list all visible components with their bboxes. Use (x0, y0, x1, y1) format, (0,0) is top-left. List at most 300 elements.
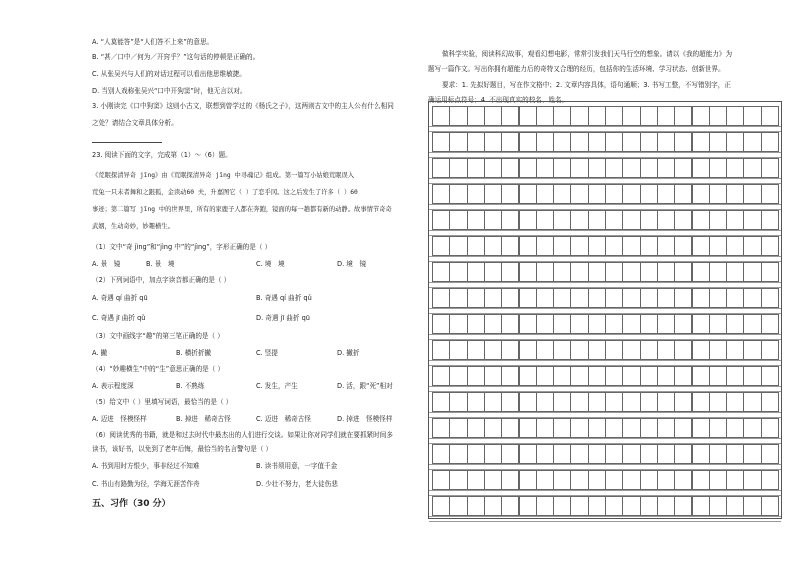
grid-cell[interactable] (726, 158, 744, 178)
grid-cell[interactable] (622, 418, 640, 438)
grid-cell[interactable] (726, 496, 744, 516)
grid-cell[interactable] (484, 444, 502, 464)
grid-cell[interactable] (692, 366, 710, 386)
grid-cell[interactable] (761, 444, 779, 464)
grid-cell[interactable] (657, 132, 675, 152)
grid-cell[interactable] (553, 496, 571, 516)
grid-cell[interactable] (484, 132, 502, 152)
grid-cell[interactable] (449, 106, 467, 126)
grid-cell[interactable] (743, 392, 761, 412)
grid-cell[interactable] (536, 444, 554, 464)
grid-cell[interactable] (743, 444, 761, 464)
grid-cell[interactable] (519, 340, 537, 360)
grid-cell[interactable] (588, 418, 606, 438)
grid-cell[interactable] (501, 418, 519, 438)
grid-cell[interactable] (553, 314, 571, 334)
grid-cell[interactable] (622, 366, 640, 386)
grid-cell[interactable] (692, 184, 710, 204)
grid-cell[interactable] (588, 314, 606, 334)
grid-cell[interactable] (536, 496, 554, 516)
grid-cell[interactable] (709, 184, 727, 204)
grid-cell[interactable] (761, 106, 779, 126)
grid-cell[interactable] (449, 340, 467, 360)
grid-cell[interactable] (432, 132, 450, 152)
grid-cell[interactable] (709, 392, 727, 412)
grid-cell[interactable] (519, 366, 537, 386)
grid-cell[interactable] (432, 392, 450, 412)
grid-cell[interactable] (743, 418, 761, 438)
grid-cell[interactable] (519, 262, 537, 282)
grid-cell[interactable] (674, 184, 692, 204)
grid-cell[interactable] (432, 444, 450, 464)
grid-cell[interactable] (692, 262, 710, 282)
grid-cell[interactable] (570, 210, 588, 230)
grid-cell[interactable] (726, 418, 744, 438)
grid-cell[interactable] (501, 314, 519, 334)
grid-cell[interactable] (588, 288, 606, 308)
grid-cell[interactable] (674, 106, 692, 126)
grid-cell[interactable] (692, 470, 710, 490)
grid-cell[interactable] (657, 392, 675, 412)
grid-cell[interactable] (640, 340, 658, 360)
grid-cell[interactable] (432, 210, 450, 230)
grid-cell[interactable] (553, 340, 571, 360)
grid-cell[interactable] (743, 470, 761, 490)
grid-cell[interactable] (743, 132, 761, 152)
grid-cell[interactable] (432, 470, 450, 490)
grid-cell[interactable] (605, 366, 623, 386)
grid-cell[interactable] (484, 366, 502, 386)
grid-cell[interactable] (657, 470, 675, 490)
grid-cell[interactable] (657, 262, 675, 282)
grid-cell[interactable] (553, 132, 571, 152)
grid-cell[interactable] (657, 314, 675, 334)
grid-cell[interactable] (570, 184, 588, 204)
grid-cell[interactable] (467, 418, 485, 438)
grid-cell[interactable] (692, 418, 710, 438)
grid-cell[interactable] (570, 366, 588, 386)
grid-cell[interactable] (692, 392, 710, 412)
grid-cell[interactable] (709, 262, 727, 282)
grid-cell[interactable] (657, 158, 675, 178)
grid-cell[interactable] (605, 106, 623, 126)
grid-cell[interactable] (605, 470, 623, 490)
grid-cell[interactable] (674, 262, 692, 282)
grid-cell[interactable] (709, 158, 727, 178)
grid-cell[interactable] (449, 470, 467, 490)
grid-cell[interactable] (467, 470, 485, 490)
grid-cell[interactable] (657, 106, 675, 126)
grid-cell[interactable] (570, 132, 588, 152)
grid-cell[interactable] (553, 392, 571, 412)
grid-cell[interactable] (674, 366, 692, 386)
grid-cell[interactable] (467, 392, 485, 412)
grid-cell[interactable] (536, 418, 554, 438)
grid-cell[interactable] (640, 444, 658, 464)
grid-cell[interactable] (449, 132, 467, 152)
grid-cell[interactable] (570, 158, 588, 178)
grid-cell[interactable] (553, 262, 571, 282)
grid-cell[interactable] (761, 288, 779, 308)
grid-cell[interactable] (536, 470, 554, 490)
grid-cell[interactable] (570, 314, 588, 334)
grid-cell[interactable] (640, 132, 658, 152)
grid-cell[interactable] (588, 210, 606, 230)
grid-cell[interactable] (657, 340, 675, 360)
grid-cell[interactable] (640, 470, 658, 490)
grid-cell[interactable] (605, 132, 623, 152)
grid-cell[interactable] (519, 288, 537, 308)
grid-cell[interactable] (449, 418, 467, 438)
grid-cell[interactable] (743, 366, 761, 386)
grid-cell[interactable] (519, 106, 537, 126)
grid-cell[interactable] (674, 340, 692, 360)
grid-cell[interactable] (484, 340, 502, 360)
grid-cell[interactable] (622, 236, 640, 256)
grid-cell[interactable] (709, 210, 727, 230)
grid-cell[interactable] (484, 418, 502, 438)
grid-cell[interactable] (570, 418, 588, 438)
grid-cell[interactable] (709, 106, 727, 126)
grid-cell[interactable] (692, 236, 710, 256)
grid-cell[interactable] (570, 236, 588, 256)
grid-cell[interactable] (640, 314, 658, 334)
grid-cell[interactable] (657, 184, 675, 204)
grid-cell[interactable] (588, 444, 606, 464)
grid-cell[interactable] (726, 288, 744, 308)
grid-cell[interactable] (570, 288, 588, 308)
grid-cell[interactable] (536, 366, 554, 386)
grid-cell[interactable] (501, 158, 519, 178)
grid-cell[interactable] (536, 210, 554, 230)
grid-cell[interactable] (484, 106, 502, 126)
grid-cell[interactable] (674, 236, 692, 256)
grid-cell[interactable] (726, 132, 744, 152)
grid-cell[interactable] (588, 158, 606, 178)
grid-cell[interactable] (726, 392, 744, 412)
grid-cell[interactable] (467, 262, 485, 282)
grid-cell[interactable] (657, 366, 675, 386)
grid-cell[interactable] (553, 210, 571, 230)
grid-cell[interactable] (674, 132, 692, 152)
grid-cell[interactable] (484, 288, 502, 308)
grid-cell[interactable] (674, 210, 692, 230)
grid-cell[interactable] (449, 236, 467, 256)
grid-cell[interactable] (536, 106, 554, 126)
grid-cell[interactable] (484, 210, 502, 230)
grid-cell[interactable] (726, 444, 744, 464)
grid-cell[interactable] (674, 418, 692, 438)
grid-cell[interactable] (605, 496, 623, 516)
grid-cell[interactable] (622, 262, 640, 282)
grid-cell[interactable] (467, 132, 485, 152)
grid-cell[interactable] (761, 262, 779, 282)
grid-cell[interactable] (674, 444, 692, 464)
grid-cell[interactable] (536, 340, 554, 360)
grid-cell[interactable] (449, 314, 467, 334)
grid-cell[interactable] (501, 366, 519, 386)
grid-cell[interactable] (674, 392, 692, 412)
grid-cell[interactable] (570, 340, 588, 360)
grid-cell[interactable] (588, 262, 606, 282)
grid-cell[interactable] (588, 392, 606, 412)
grid-cell[interactable] (640, 184, 658, 204)
grid-cell[interactable] (692, 210, 710, 230)
grid-cell[interactable] (622, 444, 640, 464)
grid-cell[interactable] (761, 392, 779, 412)
grid-cell[interactable] (761, 184, 779, 204)
grid-cell[interactable] (467, 184, 485, 204)
grid-cell[interactable] (501, 184, 519, 204)
grid-cell[interactable] (588, 132, 606, 152)
grid-cell[interactable] (692, 340, 710, 360)
composition-grid[interactable] (428, 101, 782, 519)
grid-cell[interactable] (605, 340, 623, 360)
grid-cell[interactable] (519, 470, 537, 490)
grid-cell[interactable] (553, 444, 571, 464)
grid-cell[interactable] (519, 444, 537, 464)
grid-cell[interactable] (709, 132, 727, 152)
grid-cell[interactable] (519, 132, 537, 152)
grid-cell[interactable] (467, 444, 485, 464)
grid-cell[interactable] (553, 288, 571, 308)
grid-cell[interactable] (519, 236, 537, 256)
grid-cell[interactable] (449, 288, 467, 308)
grid-cell[interactable] (743, 184, 761, 204)
grid-cell[interactable] (588, 340, 606, 360)
grid-cell[interactable] (432, 314, 450, 334)
grid-cell[interactable] (692, 132, 710, 152)
grid-cell[interactable] (743, 314, 761, 334)
grid-cell[interactable] (432, 236, 450, 256)
grid-cell[interactable] (605, 314, 623, 334)
grid-cell[interactable] (709, 444, 727, 464)
grid-cell[interactable] (743, 236, 761, 256)
grid-cell[interactable] (605, 236, 623, 256)
grid-cell[interactable] (484, 184, 502, 204)
grid-cell[interactable] (432, 340, 450, 360)
grid-cell[interactable] (605, 262, 623, 282)
grid-cell[interactable] (536, 132, 554, 152)
grid-cell[interactable] (657, 288, 675, 308)
grid-cell[interactable] (484, 158, 502, 178)
grid-cell[interactable] (640, 106, 658, 126)
grid-cell[interactable] (570, 444, 588, 464)
grid-cell[interactable] (588, 496, 606, 516)
grid-cell[interactable] (743, 496, 761, 516)
grid-cell[interactable] (709, 496, 727, 516)
grid-cell[interactable] (726, 236, 744, 256)
grid-cell[interactable] (761, 132, 779, 152)
grid-cell[interactable] (588, 106, 606, 126)
grid-cell[interactable] (640, 288, 658, 308)
grid-cell[interactable] (622, 210, 640, 230)
grid-cell[interactable] (605, 444, 623, 464)
grid-cell[interactable] (432, 106, 450, 126)
grid-cell[interactable] (553, 366, 571, 386)
grid-cell[interactable] (692, 288, 710, 308)
grid-cell[interactable] (709, 418, 727, 438)
grid-cell[interactable] (432, 288, 450, 308)
grid-cell[interactable] (622, 340, 640, 360)
grid-cell[interactable] (467, 314, 485, 334)
grid-cell[interactable] (692, 106, 710, 126)
grid-cell[interactable] (674, 158, 692, 178)
grid-cell[interactable] (432, 184, 450, 204)
grid-cell[interactable] (501, 210, 519, 230)
grid-cell[interactable] (709, 236, 727, 256)
grid-cell[interactable] (761, 314, 779, 334)
grid-cell[interactable] (761, 236, 779, 256)
grid-cell[interactable] (692, 496, 710, 516)
grid-cell[interactable] (519, 392, 537, 412)
grid-cell[interactable] (657, 236, 675, 256)
grid-cell[interactable] (432, 418, 450, 438)
grid-cell[interactable] (553, 418, 571, 438)
grid-cell[interactable] (657, 210, 675, 230)
grid-cell[interactable] (553, 106, 571, 126)
grid-cell[interactable] (674, 314, 692, 334)
grid-cell[interactable] (501, 470, 519, 490)
grid-cell[interactable] (640, 418, 658, 438)
grid-cell[interactable] (761, 210, 779, 230)
grid-cell[interactable] (449, 496, 467, 516)
grid-cell[interactable] (536, 158, 554, 178)
grid-cell[interactable] (622, 314, 640, 334)
grid-cell[interactable] (501, 236, 519, 256)
grid-cell[interactable] (449, 262, 467, 282)
grid-cell[interactable] (553, 236, 571, 256)
grid-cell[interactable] (640, 236, 658, 256)
grid-cell[interactable] (709, 340, 727, 360)
grid-cell[interactable] (605, 184, 623, 204)
grid-cell[interactable] (570, 470, 588, 490)
grid-cell[interactable] (536, 288, 554, 308)
grid-cell[interactable] (726, 210, 744, 230)
grid-cell[interactable] (484, 262, 502, 282)
grid-cell[interactable] (640, 210, 658, 230)
grid-cell[interactable] (484, 470, 502, 490)
grid-cell[interactable] (467, 340, 485, 360)
grid-cell[interactable] (501, 444, 519, 464)
grid-cell[interactable] (761, 496, 779, 516)
grid-cell[interactable] (449, 210, 467, 230)
grid-cell[interactable] (519, 158, 537, 178)
grid-cell[interactable] (674, 470, 692, 490)
grid-cell[interactable] (588, 236, 606, 256)
grid-cell[interactable] (743, 158, 761, 178)
grid-cell[interactable] (726, 366, 744, 386)
grid-cell[interactable] (761, 470, 779, 490)
grid-cell[interactable] (640, 158, 658, 178)
grid-cell[interactable] (761, 158, 779, 178)
grid-cell[interactable] (432, 262, 450, 282)
grid-cell[interactable] (640, 392, 658, 412)
grid-cell[interactable] (432, 158, 450, 178)
grid-cell[interactable] (709, 288, 727, 308)
grid-cell[interactable] (640, 366, 658, 386)
grid-cell[interactable] (449, 444, 467, 464)
grid-cell[interactable] (622, 132, 640, 152)
grid-cell[interactable] (605, 210, 623, 230)
grid-cell[interactable] (743, 210, 761, 230)
grid-cell[interactable] (467, 210, 485, 230)
grid-cell[interactable] (467, 496, 485, 516)
grid-cell[interactable] (449, 158, 467, 178)
grid-cell[interactable] (501, 392, 519, 412)
grid-cell[interactable] (605, 392, 623, 412)
grid-cell[interactable] (536, 184, 554, 204)
grid-cell[interactable] (432, 366, 450, 386)
grid-cell[interactable] (726, 184, 744, 204)
grid-cell[interactable] (449, 184, 467, 204)
grid-cell[interactable] (743, 262, 761, 282)
grid-cell[interactable] (674, 496, 692, 516)
grid-cell[interactable] (519, 184, 537, 204)
grid-cell[interactable] (449, 392, 467, 412)
grid-cell[interactable] (709, 366, 727, 386)
grid-cell[interactable] (519, 418, 537, 438)
grid-cell[interactable] (743, 288, 761, 308)
grid-cell[interactable] (501, 288, 519, 308)
grid-cell[interactable] (692, 158, 710, 178)
grid-cell[interactable] (657, 444, 675, 464)
grid-cell[interactable] (726, 340, 744, 360)
grid-cell[interactable] (519, 210, 537, 230)
grid-cell[interactable] (467, 106, 485, 126)
grid-cell[interactable] (743, 340, 761, 360)
grid-cell[interactable] (467, 288, 485, 308)
grid-cell[interactable] (622, 158, 640, 178)
grid-cell[interactable] (622, 470, 640, 490)
grid-cell[interactable] (570, 392, 588, 412)
grid-cell[interactable] (467, 236, 485, 256)
grid-cell[interactable] (553, 184, 571, 204)
grid-cell[interactable] (657, 418, 675, 438)
grid-cell[interactable] (553, 158, 571, 178)
grid-cell[interactable] (761, 366, 779, 386)
grid-cell[interactable] (432, 496, 450, 516)
grid-cell[interactable] (622, 496, 640, 516)
grid-cell[interactable] (484, 496, 502, 516)
grid-cell[interactable] (743, 106, 761, 126)
grid-cell[interactable] (709, 470, 727, 490)
grid-cell[interactable] (640, 262, 658, 282)
grid-cell[interactable] (501, 262, 519, 282)
grid-cell[interactable] (726, 262, 744, 282)
grid-cell[interactable] (570, 496, 588, 516)
grid-cell[interactable] (570, 262, 588, 282)
grid-cell[interactable] (570, 106, 588, 126)
grid-cell[interactable] (467, 158, 485, 178)
grid-cell[interactable] (657, 496, 675, 516)
grid-cell[interactable] (588, 366, 606, 386)
grid-cell[interactable] (726, 314, 744, 334)
grid-cell[interactable] (588, 470, 606, 490)
grid-cell[interactable] (501, 132, 519, 152)
grid-cell[interactable] (622, 106, 640, 126)
grid-cell[interactable] (692, 314, 710, 334)
grid-cell[interactable] (674, 288, 692, 308)
grid-cell[interactable] (484, 314, 502, 334)
grid-cell[interactable] (519, 314, 537, 334)
grid-cell[interactable] (726, 470, 744, 490)
grid-cell[interactable] (553, 470, 571, 490)
grid-cell[interactable] (605, 158, 623, 178)
grid-cell[interactable] (536, 262, 554, 282)
grid-cell[interactable] (484, 392, 502, 412)
grid-cell[interactable] (692, 444, 710, 464)
